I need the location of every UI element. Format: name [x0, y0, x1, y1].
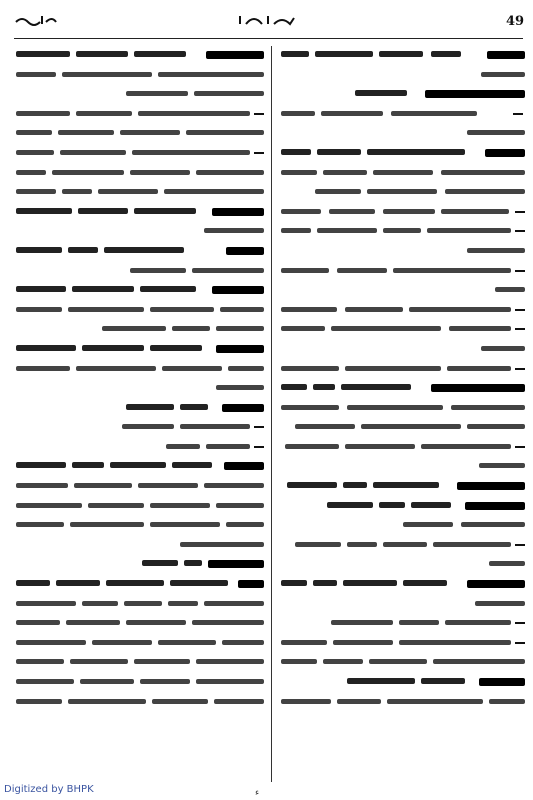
text-line [16, 205, 264, 220]
text-line [281, 636, 525, 651]
digitized-watermark: Digitized by BHPK [4, 784, 94, 795]
text-line [16, 68, 264, 83]
text-line [281, 695, 525, 710]
text-line [281, 420, 525, 435]
left-column [16, 48, 264, 714]
text-line [281, 401, 525, 416]
text-line [281, 518, 525, 533]
right-column [281, 48, 525, 714]
text-line [281, 577, 525, 592]
text-line [281, 107, 525, 122]
text-line [281, 224, 525, 239]
text-line [16, 342, 264, 357]
text-line [16, 126, 264, 141]
text-line [281, 166, 525, 181]
running-head-right-glyph [14, 12, 58, 28]
text-line [281, 342, 525, 357]
text-line [281, 264, 525, 279]
text-line [16, 695, 264, 710]
text-line [16, 166, 264, 181]
text-line [281, 538, 525, 553]
text-line [281, 146, 525, 161]
text-line [281, 381, 525, 396]
text-line [281, 283, 525, 298]
text-line [16, 146, 264, 161]
header-rule [14, 38, 523, 39]
text-line [16, 479, 264, 494]
text-line [281, 459, 525, 474]
text-line [16, 655, 264, 670]
text-line [281, 322, 525, 337]
text-line [16, 401, 264, 416]
text-line [16, 303, 264, 318]
text-line [281, 362, 525, 377]
text-line [281, 616, 525, 631]
text-line [281, 185, 525, 200]
text-line [16, 459, 264, 474]
text-line [16, 224, 264, 239]
running-head-center-glyph [236, 12, 298, 28]
text-line [16, 675, 264, 690]
text-line [16, 283, 264, 298]
text-line [281, 126, 525, 141]
text-line [16, 577, 264, 592]
text-line [16, 322, 264, 337]
text-line [281, 597, 525, 612]
text-line [16, 420, 264, 435]
text-line [16, 557, 264, 572]
text-line [281, 440, 525, 455]
text-line [16, 636, 264, 651]
footer-mark: ء [255, 788, 260, 798]
page-number: 49 [506, 14, 525, 29]
text-line [16, 381, 264, 396]
text-line [16, 362, 264, 377]
text-line [16, 616, 264, 631]
column-divider [271, 46, 272, 782]
text-line [281, 48, 525, 63]
text-line [281, 557, 525, 572]
text-line [16, 518, 264, 533]
text-line [281, 205, 525, 220]
text-line [16, 499, 264, 514]
text-line [281, 303, 525, 318]
text-line [16, 440, 264, 455]
text-line [16, 244, 264, 259]
text-line [16, 107, 264, 122]
text-line [16, 48, 264, 63]
text-line [281, 68, 525, 83]
text-line [16, 185, 264, 200]
text-line [281, 675, 525, 690]
text-line [281, 87, 525, 102]
text-line [281, 244, 525, 259]
text-line [281, 499, 525, 514]
text-line [281, 479, 525, 494]
text-line [16, 538, 264, 553]
text-line [281, 655, 525, 670]
text-line [16, 597, 264, 612]
text-line [16, 87, 264, 102]
text-line [16, 264, 264, 279]
